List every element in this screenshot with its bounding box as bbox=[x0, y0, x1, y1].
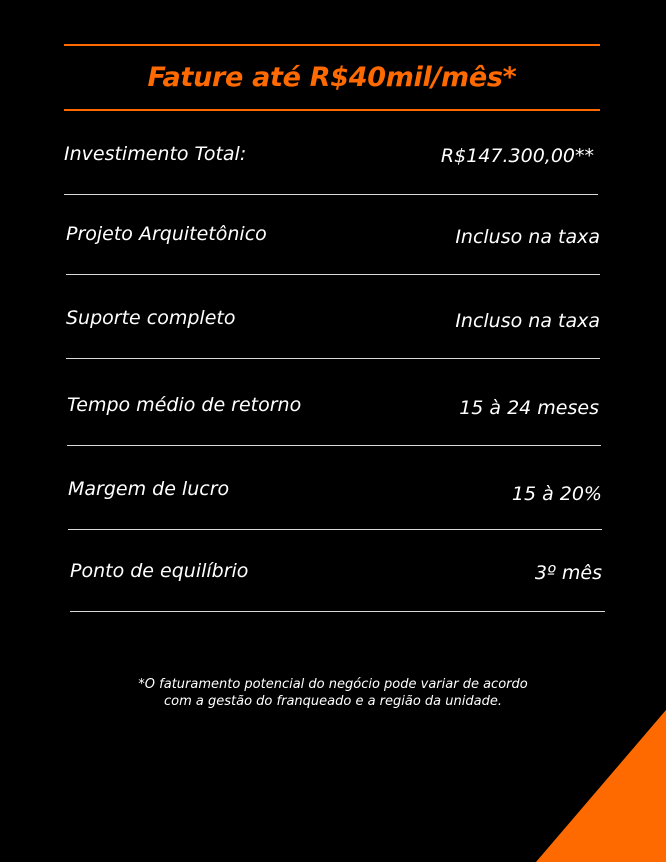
row-value: 15 à 20% bbox=[511, 483, 602, 505]
row-value: 3º mês bbox=[534, 562, 602, 584]
row-label: Suporte completo bbox=[66, 307, 236, 329]
info-row-investimento bbox=[64, 111, 598, 195]
headline: Fature até R$40mil/mês* bbox=[147, 62, 517, 93]
footnote-line-2: com a gestão do franqueado e a região da unidade. bbox=[164, 694, 502, 709]
headline-top-rule bbox=[64, 44, 600, 46]
info-row-margem bbox=[68, 446, 602, 530]
row-label: Investimento Total: bbox=[64, 143, 247, 165]
row-value: Incluso na taxa bbox=[455, 226, 600, 248]
row-value: R$147.300,00** bbox=[440, 145, 594, 167]
row-value: Incluso na taxa bbox=[455, 310, 600, 332]
info-row-projeto bbox=[66, 191, 600, 275]
row-label: Projeto Arquitetônico bbox=[66, 223, 267, 245]
info-row-retorno bbox=[67, 359, 601, 446]
info-row-equilibrio bbox=[70, 530, 605, 612]
footnote bbox=[100, 676, 566, 710]
row-label: Ponto de equilíbrio bbox=[70, 560, 249, 582]
info-row-suporte bbox=[66, 275, 600, 359]
footnote-line-1: *O faturamento potencial do negócio pode variar de acordo bbox=[138, 677, 528, 692]
row-label: Margem de lucro bbox=[68, 478, 230, 500]
orange-corner-triangle bbox=[536, 710, 666, 862]
row-label: Tempo médio de retorno bbox=[67, 394, 302, 416]
row-value: 15 à 24 meses bbox=[459, 397, 599, 419]
row-divider bbox=[70, 611, 605, 612]
